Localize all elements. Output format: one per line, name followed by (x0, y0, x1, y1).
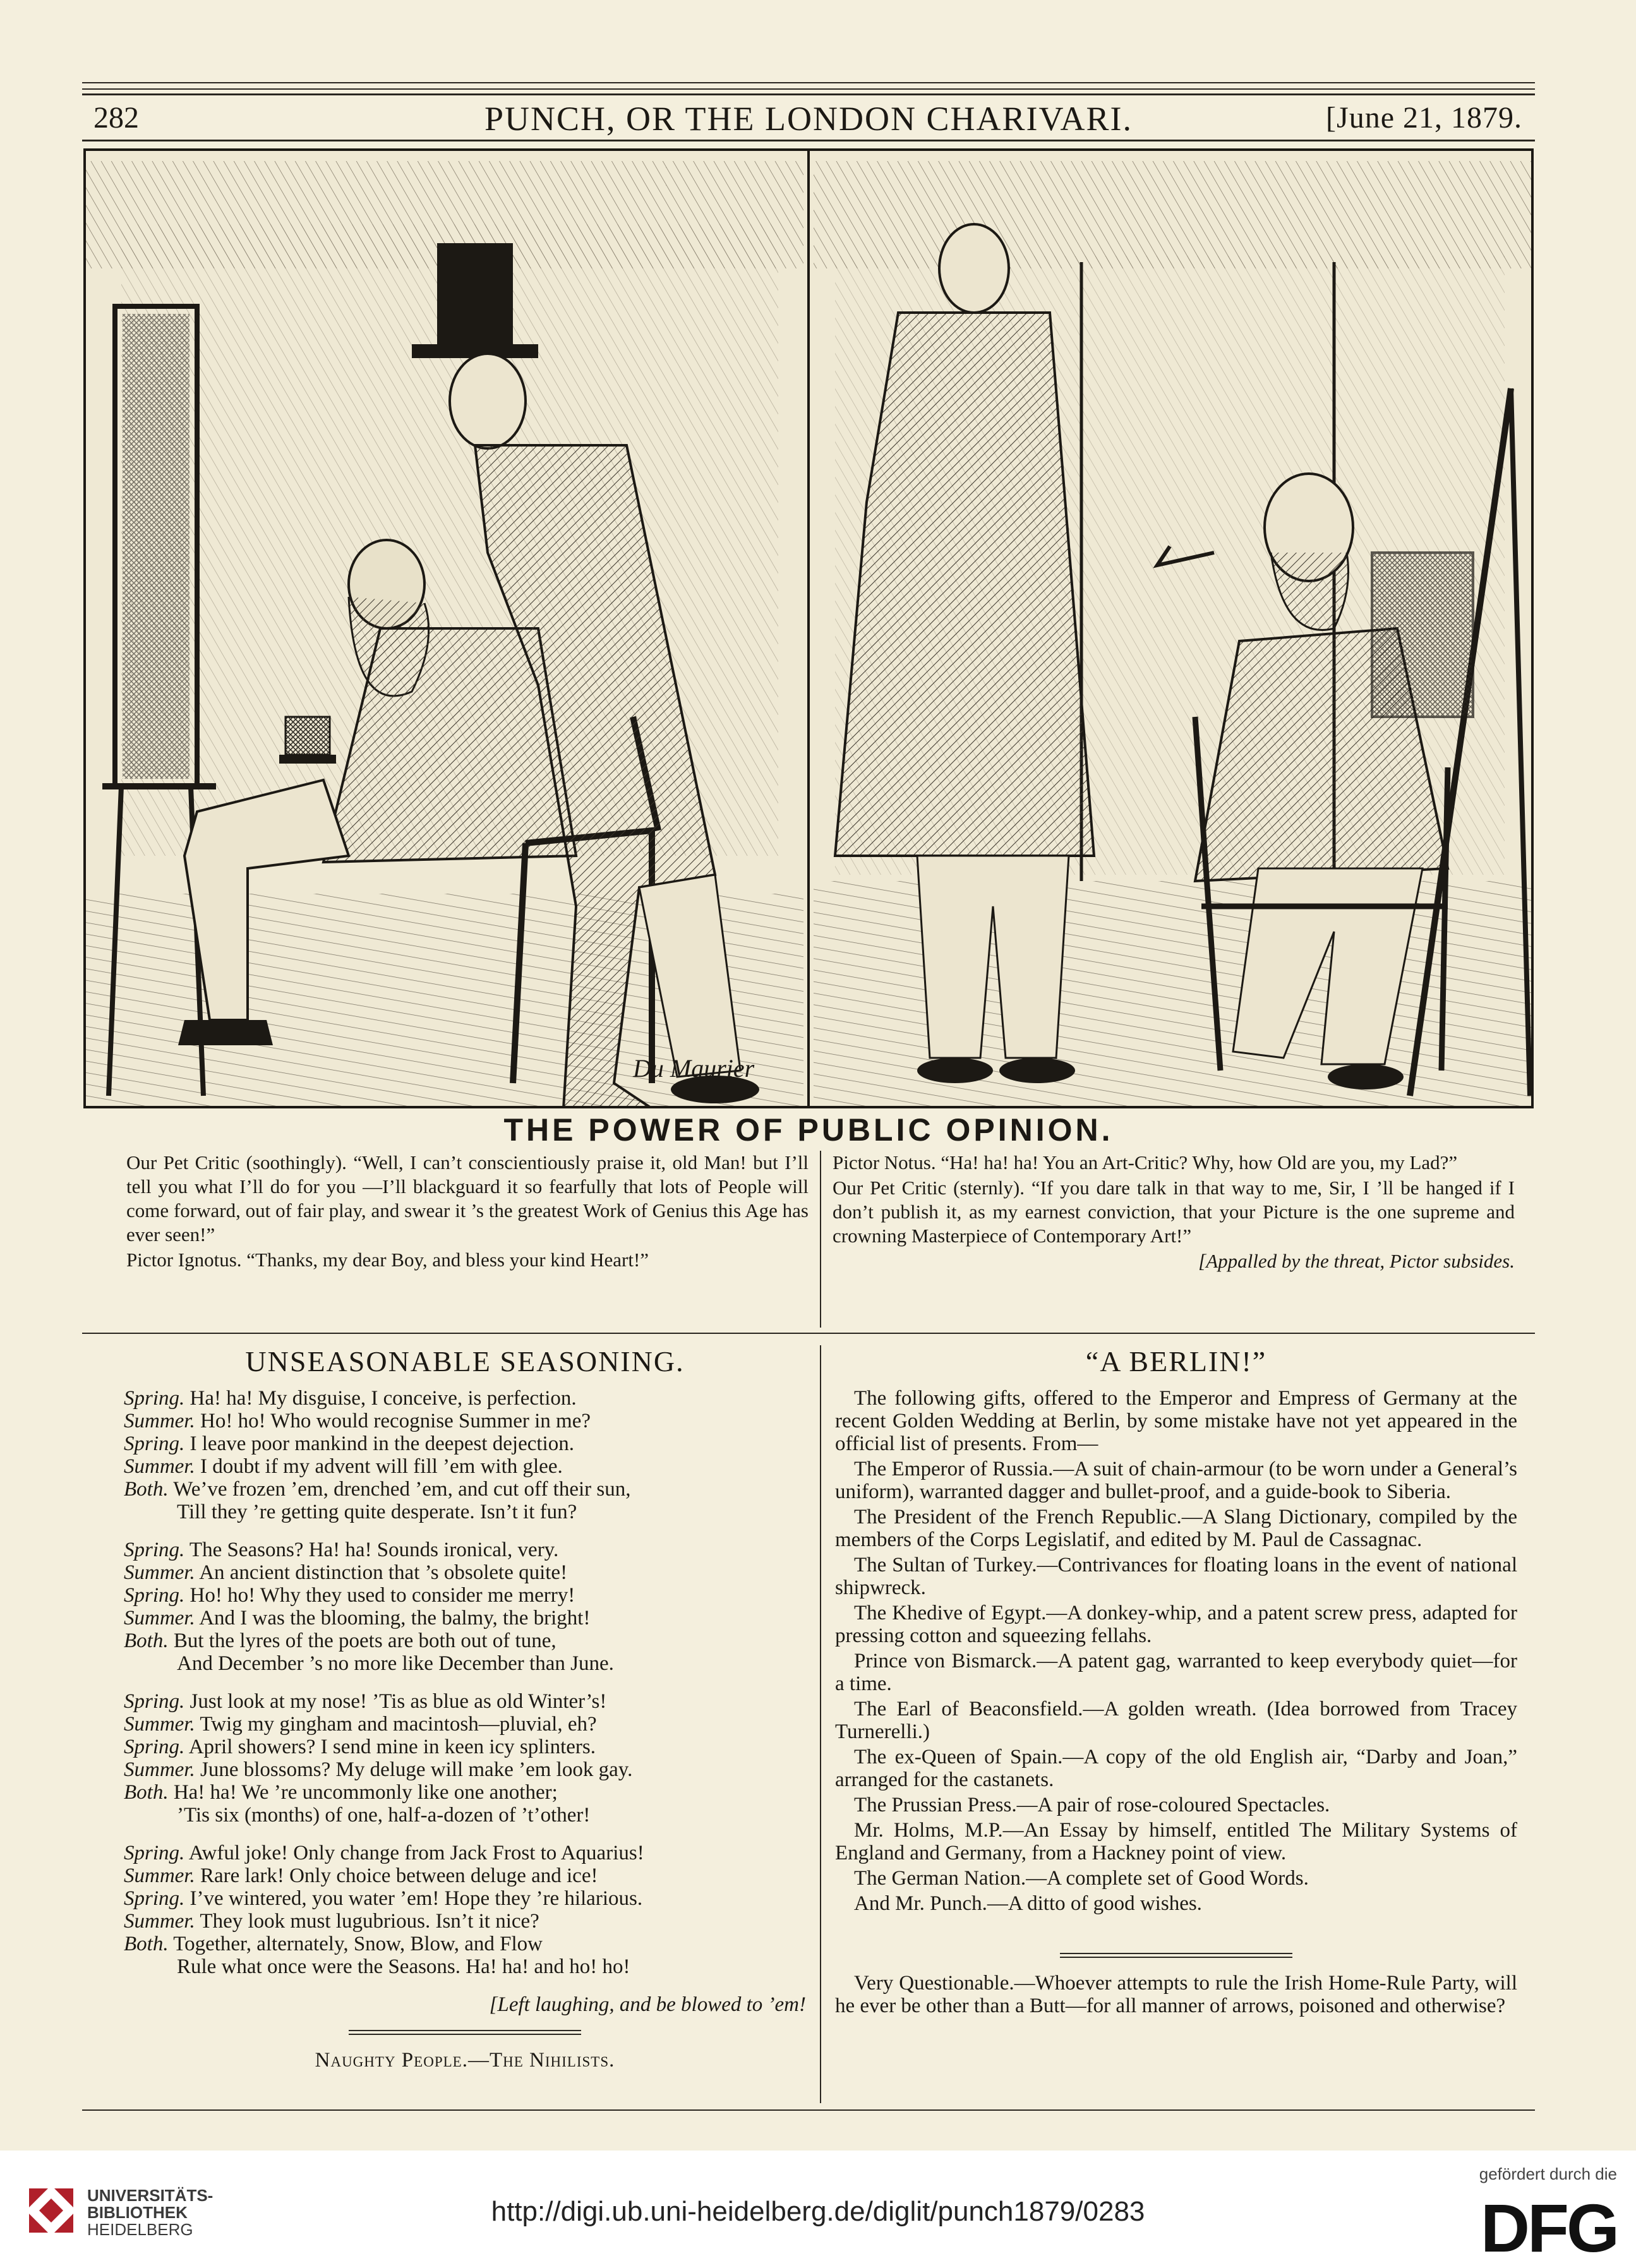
funded-by-label: gefördert durch die (1479, 2164, 1617, 2183)
poem-line (124, 1713, 806, 1736)
poem-line (124, 1584, 806, 1607)
poem-line (124, 1690, 806, 1713)
line-text: Ho! ho! Why they used to consider me merry! (189, 1584, 575, 1607)
line-text: And December ’s no more like December than June. (177, 1652, 614, 1675)
line-text: I doubt if my advent will fill ’em with glee. (200, 1455, 563, 1478)
poem-title: UNSEASONABLE SEASONING. (245, 1345, 685, 1377)
berlin-title: “A BERLIN!” (1085, 1345, 1267, 1377)
poem-line (124, 1781, 806, 1804)
poem-line (124, 1842, 806, 1864)
poem-line (124, 1955, 806, 1978)
line-text: Rule what once were the Seasons. Ha! ha! and ho! ho! (177, 1955, 630, 1978)
cartoon-engraving (83, 148, 1534, 1108)
artist-signature: Du Maurier (633, 1054, 755, 1083)
speaker-name: Spring. (124, 1736, 185, 1758)
line-text: Just look at my nose! ’Tis as blue as old Winter’s! (189, 1690, 607, 1713)
poem-line (124, 1804, 806, 1827)
speaker-name: Spring. (124, 1842, 185, 1864)
speaker-name: Spring. (124, 1887, 185, 1910)
poem-line (124, 1629, 806, 1652)
left-caption-line-1: Our Pet Critic (soothingly). “Well, I can’t conscientiously praise it, old Man! but I’ll tell you what I’ll do for you —I’ll blackguard it so fearfully that lots of People will come forward, out of fair play, and swear it ’s the greatest Work of Genius this Age has ever seen!” (126, 1151, 809, 1245)
berlin-rule (1060, 1953, 1292, 1958)
left-caption (126, 1151, 809, 1273)
speaker-name: Spring. (124, 1387, 185, 1410)
berlin-column (835, 1345, 1517, 2020)
line-text: They look must lugubrious. Isn’t it nice? (200, 1910, 539, 1933)
poem-stanzas (124, 1387, 806, 1978)
line-text: ’Tis six (months) of one, half-a-dozen of ’t’other! (177, 1804, 591, 1827)
speaker-name: Both. (124, 1781, 169, 1804)
poem-column (124, 1345, 806, 2072)
digitization-footer (0, 2151, 1636, 2268)
speaker-name: Summer. (124, 1910, 195, 1933)
gift-item: The President of the French Republic.—A Slang Dictionary, compiled by the members of the Corps Legislatif, and edited by M. Paul de Cassagnac. (835, 1506, 1517, 1551)
line-text: Rare lark! Only choice between deluge and ice! (200, 1864, 598, 1887)
page-header (82, 93, 1535, 141)
gift-item: The German Nation.—A complete set of Good Words. (854, 1867, 1309, 1890)
naughty-people-note: Naughty People.—The Nihilists. (315, 2049, 615, 2072)
dfg-logo: DFG (1481, 2190, 1617, 2266)
poem-rule (349, 2030, 580, 2035)
very-questionable-note: Very Questionable.—Whoever attempts to rule the Irish Home-Rule Party, will he ever be other than a Butt—for all manner of arrows, poisoned and otherwise? (835, 1972, 1517, 2017)
speaker-name: Summer. (124, 1561, 195, 1584)
speaker-name: Both. (124, 1478, 169, 1501)
page-number: 282 (93, 101, 139, 135)
line-text: But the lyres of the poets are both out of tune, (173, 1629, 556, 1652)
gift-item: The Khedive of Egypt.—A donkey-whip, and a patent screw press, adapted for pressing cotton and squeezing fellahs. (835, 1602, 1517, 1647)
gift-item: The Prussian Press.—A pair of rose-coloured Spectacles. (854, 1794, 1330, 1816)
library-name: UNIVERSITÄTS- BIBLIOTHEK HEIDELBERG (87, 2186, 214, 2239)
speaker-name: Spring. (124, 1539, 185, 1561)
poem-line (124, 1387, 806, 1410)
column-divider (820, 1345, 821, 2103)
line-text: Twig my gingham and macintosh—pluvial, eh? (200, 1713, 597, 1736)
speaker-name: Summer. (124, 1607, 195, 1629)
gift-item: Mr. Holms, M.P.—An Essay by himself, entitled The Military Systems of England and Germany, from a Hackney point of view. (835, 1819, 1517, 1864)
caption-divider (820, 1151, 821, 1328)
masthead-title: PUNCH, OR THE LONDON CHARIVARI. (484, 100, 1133, 138)
poem-stanza (124, 1690, 806, 1827)
speaker-name: Both. (124, 1933, 169, 1955)
poem-line (124, 1933, 806, 1955)
poem-stanza (124, 1387, 806, 1523)
line-text: And I was the blooming, the balmy, the bright! (199, 1607, 591, 1629)
speaker-name: Spring. (124, 1690, 185, 1713)
line-text: An ancient distinction that ’s obsolete quite! (199, 1561, 568, 1584)
poem-line (124, 1910, 806, 1933)
speaker-name: Both. (124, 1629, 169, 1652)
gift-item: The Emperor of Russia.—A suit of chain-armour (to be worn under a General’s uniform), warranted dagger and bullet-proof, and a guide-book to Siberia. (835, 1458, 1517, 1503)
speaker-name: Summer. (124, 1758, 195, 1781)
cartoon-illustration (83, 148, 1534, 1108)
gift-item: Prince von Bismarck.—A patent gag, warranted to keep everybody quiet—for a time. (835, 1650, 1517, 1695)
poem-line (124, 1864, 806, 1887)
cartoon-title: THE POWER OF PUBLIC OPINION. (503, 1112, 1114, 1148)
gift-item: And Mr. Punch.—A ditto of good wishes. (854, 1892, 1202, 1915)
line-text: Till they ’re getting quite desperate. Isn’t it fun? (177, 1501, 577, 1523)
poem-line (124, 1432, 806, 1455)
line-text: April showers? I send mine in keen icy splinters. (188, 1736, 596, 1758)
speaker-name: Spring. (124, 1432, 185, 1455)
poem-line (124, 1652, 806, 1675)
poem-line (124, 1758, 806, 1781)
poem-line (124, 1478, 806, 1501)
line-text: Ha! ha! My disguise, I conceive, is perfection. (189, 1387, 577, 1410)
poem-line (124, 1455, 806, 1478)
line-text: I leave poor mankind in the deepest dejection. (189, 1432, 574, 1455)
line-text: Ho! ho! Who would recognise Summer in me? (200, 1410, 591, 1432)
line-text: June blossoms? My deluge will make ’em look gay. (200, 1758, 633, 1781)
poem-line (124, 1410, 806, 1432)
berlin-intro: The following gifts, offered to the Emperor and Empress of Germany at the recent Golden Wedding at Berlin, by some mistake have not yet appeared in the official list of presents. From— (835, 1387, 1517, 1455)
right-caption-line-2: Our Pet Critic (sternly). “If you dare talk in that way to me, Sir, I ’ll be hanged if I don’t publish it, as my earnest conviction, that your Picture is the one supreme and crowning Masterpiece of Contemporary Art!” (833, 1177, 1515, 1247)
speaker-name: Spring. (124, 1584, 185, 1607)
speaker-name: Summer. (124, 1713, 195, 1736)
poem-line (124, 1561, 806, 1584)
right-caption (833, 1151, 1515, 1275)
poem-line (124, 1887, 806, 1910)
right-caption-line-1: Pictor Notus. “Ha! ha! ha! You an Art-Critic? Why, how Old are you, my Lad?” (833, 1151, 1458, 1173)
speaker-name: Summer. (124, 1864, 195, 1887)
poem-line (124, 1501, 806, 1523)
speaker-name: Summer. (124, 1410, 195, 1432)
gift-item: The Sultan of Turkey.—Contrivances for floating loans in the event of national shipwreck. (835, 1554, 1517, 1599)
line-text: We’ve frozen ’em, drenched ’em, and cut off their sun, (173, 1478, 631, 1501)
section-rule (82, 1333, 1535, 1334)
bottom-rule (82, 2109, 1535, 2111)
poem-line (124, 1736, 806, 1758)
poem-exit-line: [Left laughing, and be blowed to ’em! (489, 1993, 806, 2016)
line-text: Together, alternately, Snow, Blow, and Flow (173, 1933, 543, 1955)
left-caption-line-2: Pictor Ignotus. “Thanks, my dear Boy, and bless your kind Heart!” (126, 1249, 649, 1271)
stage-direction: [Appalled by the threat, Pictor subsides. (1198, 1250, 1515, 1272)
source-url[interactable]: http://digi.ub.uni-heidelberg.de/diglit/punch1879/0283 (491, 2196, 1145, 2227)
top-rule (82, 82, 1535, 90)
poem-stanza (124, 1842, 806, 1978)
poem-line (124, 1607, 806, 1629)
gift-item: The Earl of Beaconsfield.—A golden wreath. (Idea borrowed from Tracey Turnerelli.) (835, 1698, 1517, 1743)
line-text: The Seasons? Ha! ha! Sounds ironical, very. (189, 1539, 559, 1561)
gift-list (835, 1458, 1517, 1915)
speaker-name: Summer. (124, 1455, 195, 1478)
line-text: Awful joke! Only change from Jack Frost to Aquarius! (188, 1842, 644, 1864)
line-text: Ha! ha! We ’re uncommonly like one another; (173, 1781, 558, 1804)
poem-stanza (124, 1539, 806, 1675)
gift-item: The ex-Queen of Spain.—A copy of the old English air, “Darby and Joan,” arranged for the castanets. (835, 1746, 1517, 1791)
line-text: I’ve wintered, you water ’em! Hope they ’re hilarious. (189, 1887, 643, 1910)
issue-date: [June 21, 1879. (1326, 101, 1522, 135)
poem-line (124, 1539, 806, 1561)
